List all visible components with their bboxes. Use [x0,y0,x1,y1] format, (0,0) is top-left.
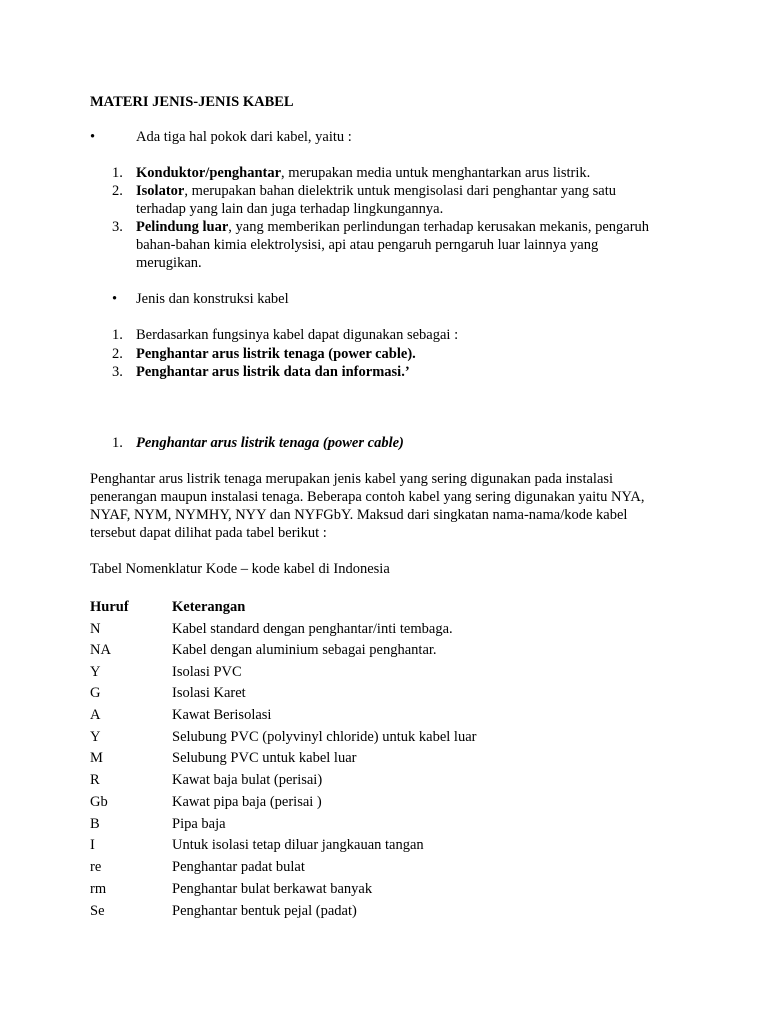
list-number: 3. [112,364,123,380]
table-header-cell: Huruf [90,599,129,615]
code-cell: NA [90,642,111,658]
code-cell: Y [90,729,101,745]
list-item-continuation: merugikan. [136,255,202,271]
code-cell: re [90,859,102,875]
list-number: 2. [112,346,123,362]
code-cell: M [90,750,103,766]
description-cell: Penghantar bentuk pejal (padat) [172,903,357,919]
list-item [136,218,649,272]
description-cell: Untuk isolasi tetap diluar jangkauan tangan [172,837,424,853]
list-item [136,182,616,218]
code-cell: Gb [90,794,108,810]
code-cell: R [90,772,100,788]
list-number: 3. [112,219,123,235]
list-item: Berdasarkan fungsinya kabel dapat digunakan sebagai : [136,327,459,343]
description-cell: Kawat baja bulat (perisai) [172,772,323,788]
list-number: 1. [112,327,123,343]
table-header-cell: Keterangan [172,599,246,615]
code-cell: A [90,707,101,723]
bullet-text: Jenis dan konstruksi kabel [136,291,289,307]
list-item-term: Pelindung luar [136,219,229,235]
list-item-term: Konduktor/penghantar [136,165,282,181]
paragraph-line: penerangan maupun instalasi tenaga. Beberapa contoh kabel yang sering digunakan yaitu NYA, [90,489,645,505]
list-item-desc: , merupakan bahan dielektrik untuk mengisolasi dari penghantar yang satu [184,183,616,199]
paragraph-line: NYAF, NYM, NYMHY, NYY dan NYFGbY. Maksud dari singkatan nama-nama/kode kabel [90,507,628,523]
list-item-continuation: bahan-bahan kimia elektrolysisi, api atau pengaruh perngaruh luar lainnya yang [136,237,599,253]
description-cell: Isolasi PVC [172,664,242,680]
list-item: Penghantar arus listrik data dan informasi.’ [136,364,410,380]
description-cell: Kabel standard dengan penghantar/inti tembaga. [172,621,453,637]
description-cell: Penghantar bulat berkawat banyak [172,881,373,897]
list-item-desc: , yang memberikan perlindungan terhadap kerusakan mekanis, pengaruh [228,219,650,235]
paragraph-line: Penghantar arus listrik tenaga merupakan jenis kabel yang sering digunakan pada instalasi [90,471,614,487]
description-cell: Kawat pipa baja (perisai ) [172,794,322,810]
description-cell: Selubung PVC untuk kabel luar [172,750,357,766]
code-cell: Se [90,903,105,919]
bullet-item [90,128,352,146]
description-cell: Penghantar padat bulat [172,859,305,875]
bullet-item [112,290,289,308]
list-item: Penghantar arus listrik tenaga (power cable). [136,346,416,362]
list-item-term: Isolator [136,183,185,199]
description-cell: Selubung PVC (polyvinyl chloride) untuk kabel luar [172,729,477,745]
list-number: 1. [112,165,123,181]
list-item-continuation: terhadap yang lain dan juga terhadap lingkungannya. [136,201,444,217]
code-cell: I [90,837,95,853]
code-cell: rm [90,881,107,897]
section-number: 1. [112,435,123,451]
code-cell: Y [90,664,101,680]
bullet-dot: • [90,129,96,145]
list-item-desc: , merupakan media untuk menghantarkan arus listrik. [281,165,591,181]
list-number: 2. [112,183,123,199]
list-item [136,164,590,182]
bullet-dot: • [112,291,118,307]
bullet-text: Ada tiga hal pokok dari kabel, yaitu : [136,129,352,145]
section-heading: Penghantar arus listrik tenaga (power cable) [136,435,404,451]
table-caption: Tabel Nomenklatur Kode – kode kabel di Indonesia [90,561,390,577]
code-cell: G [90,685,101,701]
document-title: MATERI JENIS-JENIS KABEL [90,94,294,110]
paragraph-line: tersebut dapat dilihat pada tabel berikut : [90,525,327,541]
code-cell: N [90,621,101,637]
description-cell: Kabel dengan aluminium sebagai penghantar. [172,642,437,658]
description-cell: Kawat Berisolasi [172,707,272,723]
description-cell: Pipa baja [172,816,226,832]
description-cell: Isolasi Karet [172,685,246,701]
code-cell: B [90,816,100,832]
